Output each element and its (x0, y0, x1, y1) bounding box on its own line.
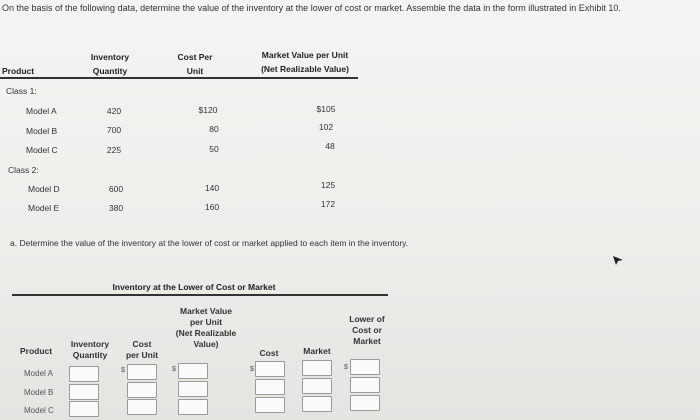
t1-row-b-market: 102 (318, 122, 334, 132)
t2-row-a-cpu-input[interactable] (127, 364, 157, 380)
t1-row-e-cost: 160 (204, 202, 220, 212)
t2-header-mv-line2: per Unit (189, 317, 223, 327)
t2-row-c-label: Model C (24, 406, 54, 415)
t2-row-c-cost-input[interactable] (255, 397, 285, 413)
t2-header-mv-line1: Market Value (180, 306, 232, 316)
t2-header-product: Product (20, 346, 53, 356)
t2-row-a-lcm-dollar: $ (344, 364, 348, 371)
t2-header-market: Market (303, 346, 331, 356)
t1-row-a-cost: $120 (198, 105, 218, 115)
t2-row-b-mv-input[interactable] (178, 381, 208, 397)
t1-row-d-name: Model D (28, 184, 60, 194)
t2-row-a-mv-dollar: $ (172, 366, 176, 373)
intro-text: On the basis of the following data, determine the value of the inventory at the lower of cost or market. Assemble the data in the form illustrated in Exhibit 10. (2, 3, 621, 13)
t2-row-c-lcm-input[interactable] (350, 395, 380, 411)
t2-row-c-mv-input[interactable] (178, 399, 208, 415)
t1-row-e-name: Model E (28, 203, 60, 213)
t1-header-cost-line1: Cost Per (177, 52, 213, 62)
t2-row-c-market-input[interactable] (302, 396, 332, 412)
t2-header-mv (166, 306, 246, 350)
t2-header-lcm-line3: Market (353, 336, 381, 346)
cursor-arrow-icon (612, 254, 624, 266)
class-2-label: Class 2: (8, 165, 39, 175)
t1-row-c-qty: 225 (106, 145, 122, 155)
t2-row-a-label: Model A (24, 369, 53, 378)
t1-row-d-market: 125 (320, 180, 336, 190)
t2-row-a-lcm-input[interactable] (350, 359, 380, 375)
t1-header-qty-line2: Quantity (92, 66, 128, 76)
t2-title-rule (12, 294, 388, 296)
t1-header-rule (0, 77, 358, 79)
t2-row-a-cost-input[interactable] (255, 361, 285, 377)
t1-row-b-cost: 80 (209, 124, 219, 134)
t1-row-a-qty: 420 (106, 106, 122, 116)
t1-header-market-line1: Market Value per Unit (261, 50, 349, 60)
t2-row-a-cpu-dollar: $ (121, 367, 125, 374)
t2-row-b-cpu-input[interactable] (127, 382, 157, 398)
t2-header-mv-line3: (Net Realizable (175, 328, 237, 338)
t2-header-lcm-line1: Lower of (349, 314, 385, 324)
t1-row-a-market: $105 (316, 104, 336, 114)
t1-header-market (245, 48, 365, 76)
t1-header-qty (80, 50, 140, 78)
t1-header-qty-line1: Inventory (90, 52, 130, 62)
t1-row-e-qty: 380 (108, 203, 124, 213)
t2-header-cpu-line1: Cost (132, 339, 152, 349)
t2-row-b-cost-input[interactable] (255, 379, 285, 395)
t2-header-cost: Cost (259, 348, 279, 358)
t1-row-c-cost: 50 (209, 144, 219, 154)
t2-row-b-lcm-input[interactable] (350, 377, 380, 393)
t1-header-market-line2: (Net Realizable Value) (261, 64, 349, 74)
t2-row-b-qty-input[interactable] (69, 384, 99, 400)
t2-header-lcm-line2: Cost or (352, 325, 382, 335)
t2-row-b-market-input[interactable] (302, 378, 332, 394)
t2-header-mv-line4: Value) (193, 339, 219, 349)
t1-row-c-name: Model C (26, 145, 58, 155)
t2-row-a-qty-input[interactable] (69, 366, 99, 382)
t2-header-qty (62, 339, 118, 361)
t2-row-a-cost-dollar: $ (250, 366, 254, 373)
t2-row-c-qty-input[interactable] (69, 401, 99, 417)
t2-header-qty-line2: Quantity (72, 350, 108, 360)
t1-row-b-qty: 700 (106, 125, 122, 135)
t2-header-cpu (118, 339, 166, 361)
t1-header-cost-line2: Unit (186, 66, 204, 76)
t1-row-e-market: 172 (320, 199, 336, 209)
t2-row-c-cpu-input[interactable] (127, 399, 157, 415)
class-1-label: Class 1: (6, 86, 37, 96)
question-a-text: a. Determine the value of the inventory at the lower of cost or market applied to each item in the inventory. (10, 238, 409, 248)
t1-header-product: Product (2, 66, 35, 76)
t1-row-d-cost: 140 (204, 183, 220, 193)
t1-row-d-qty: 600 (108, 184, 124, 194)
t2-header-lcm (344, 314, 390, 347)
t1-row-b-name: Model B (26, 126, 58, 136)
t2-title: Inventory at the Lower of Cost or Market (112, 282, 276, 292)
t2-row-a-mv-input[interactable] (178, 363, 208, 379)
t1-row-a-name: Model A (26, 106, 57, 116)
t2-row-b-label: Model B (24, 388, 54, 397)
t1-header-cost (165, 50, 225, 78)
t1-row-c-market: 48 (325, 141, 335, 151)
t2-header-qty-line1: Inventory (70, 339, 110, 349)
t2-row-a-market-input[interactable] (302, 360, 332, 376)
t2-header-cpu-line2: per Unit (125, 350, 159, 360)
